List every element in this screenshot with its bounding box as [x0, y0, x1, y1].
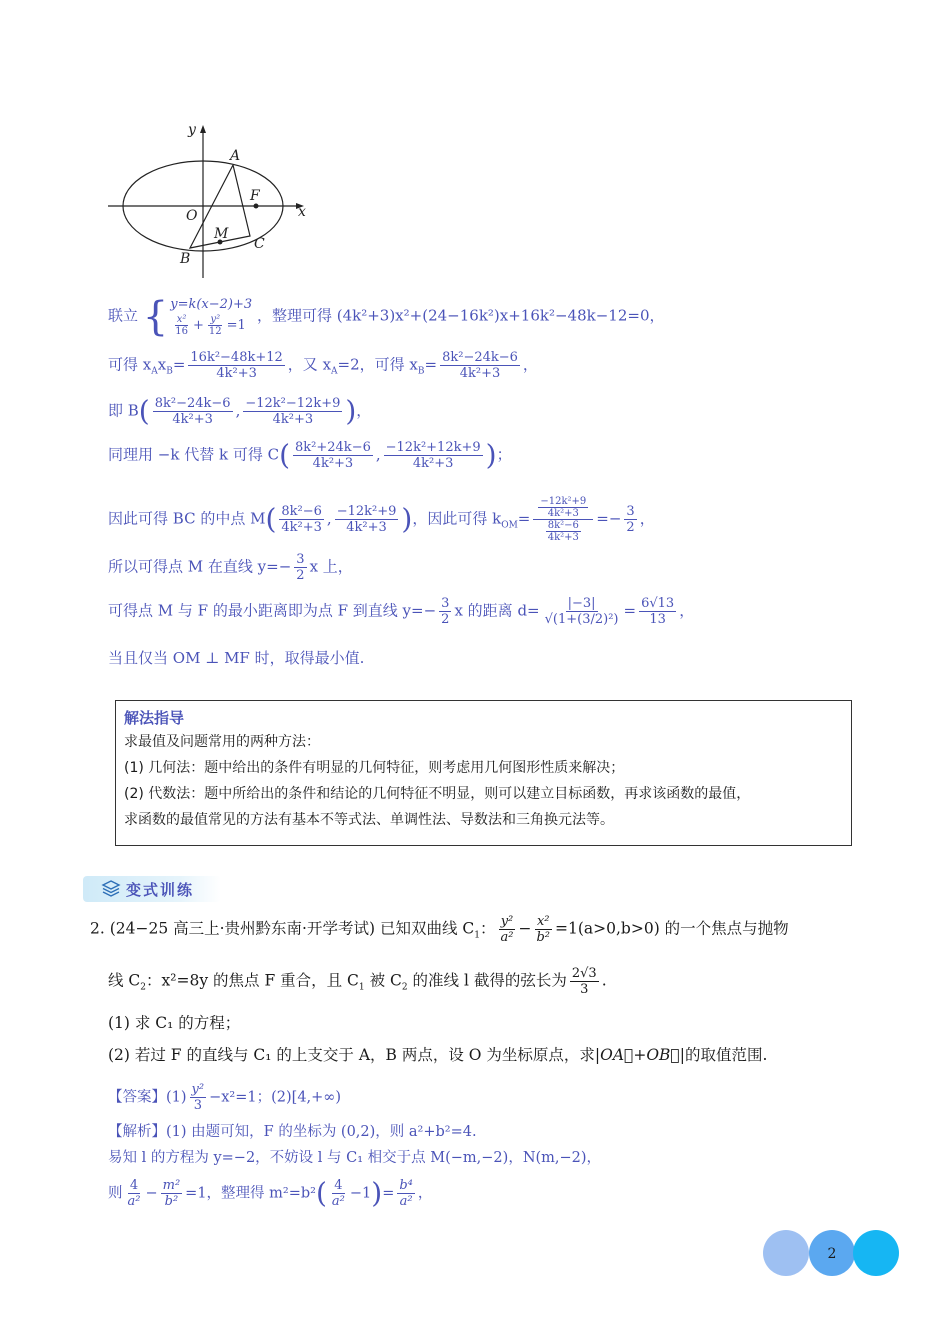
l2-prefix: 可得 x — [108, 355, 152, 374]
part2-b: 的取值范围. — [684, 1046, 768, 1064]
guide-item-3: 求函数的最值常见的方法有基本不等式法、单调性法、导数法和三角换元法等。 — [124, 812, 614, 828]
system-brace: { y=k(x−2)+3 $\frac{\text{x²}}{16}$ + $\frac{\text{y²}}{12}$ =1 — [142, 293, 253, 340]
l5-res-den: 2 — [626, 520, 635, 535]
part2-a: (2) 若过 F 的直线与 C₁ 的上支交于 A，B 两点，设 O 为坐标原点，求 — [108, 1046, 595, 1064]
analysis-label: 【解析】 — [108, 1124, 166, 1140]
l5-k-num-den: 4k²+3 — [547, 508, 579, 519]
l4-den1: 4k²+3 — [312, 456, 354, 471]
l5-mid: ，因此可得 k — [412, 509, 502, 528]
l1-eq2-a: x² — [176, 314, 187, 325]
solution-line-7: 可得点 M 与 F 的最小距离即为点 F 到直线 y=− $\frac{3}{2}$ x 的距离 d= $\frac{|-3|}{\text{√(1+(3/2)²)}}$ = $\frac{6√13}{13}$ ， — [108, 596, 695, 627]
analysis-line-3: 则 $\frac{4}{\text{a²}}$ − $\frac{\text{m²}}{\text{b²}}$ =1，整理得 m²=b²( $\frac{4}{\text{a²}}$ −1)= $\frac{\text{b⁴}}{\text{a²}}$ ， — [108, 1176, 433, 1210]
part2-vec: |OA⃗+OB⃗| — [594, 1046, 685, 1064]
solution-line-5: 因此可得 BC 的中点 M( $\frac{\text{8k²−6}}{\text{4k²+3}}$ , $\frac{\text{−12k²+9}}{\text{4k²+3}}$ )，因此可得 $k_{OM}=$ $\frac{\frac{\text{−12k²+9}}{\text{4k²+3}}}{\frac{\text{8k²−6}}{\text{4k²+3}}}$ =− $\frac{3}{2}$ ， — [108, 496, 655, 543]
solution-line-6 — [108, 552, 353, 583]
jx3-n3: 4 — [334, 1178, 343, 1193]
l5-sub: OM — [501, 520, 518, 531]
l1-eq2-b: 16 — [175, 326, 188, 337]
question-part-1: (1) 求 C₁ 的方程； — [108, 1014, 241, 1032]
analysis-line-1 — [108, 1122, 477, 1142]
question-line-2: 线 $C_2$：x²=8y 的焦点 F 重合，且 $C_1$ 被 $C_2$ 的准线 l 截得的弦长为 $\frac{2√3}{3}$ . — [108, 966, 607, 997]
solution-line-2: 可得 $x_Ax_B=$ $\frac{\text{16k²−48k+12}}{\text{4k²+3}}$ ，又 $x_A=2$，可得 $x_B=$ $\frac{\text{8k²−24k−6}}{\text{4k²+3}}$ ， — [108, 350, 538, 381]
l5-den1: 4k²+3 — [281, 520, 322, 535]
q-line2-a: 线 C — [108, 971, 141, 990]
l1-eq2-d: 12 — [208, 326, 222, 337]
l2-mid: ，又 x — [287, 355, 332, 374]
badge-right-circle — [853, 1230, 899, 1276]
jx3-d2: b² — [164, 1194, 179, 1209]
analysis-line-2: 易知 l 的方程为 y=−2，不妨设 l 与 C₁ 相交于点 M(−m,−2)，N(m,−2)， — [108, 1150, 602, 1166]
q-frac1-den: a² — [500, 930, 514, 945]
section-tag-label: 变式训练 — [126, 880, 195, 899]
answer-a1-num: y² — [191, 1082, 205, 1097]
l1-eq2-rest: =1 — [226, 318, 246, 333]
l7-res-num: 6√13 — [641, 596, 675, 611]
l1-suffix: ，整理可得 (4k²+3)x²+(24−16k²)x+16k²−48k−12=0， — [256, 306, 665, 325]
l7-prefix: 可得点 M 与 F 的最小距离即为点 F 到直线 y=− — [108, 601, 437, 620]
jx3-end: ， — [417, 1185, 433, 1202]
l4-prefix: 同理用 −k 代替 k 可得 C — [108, 445, 280, 464]
guide-item-2: (2) 代数法：题中所给出的条件和结论的几何特征不明显，则可以建立目标函数，再求该函数的最值， — [124, 786, 751, 802]
l3-prefix: 即 B — [108, 401, 139, 420]
l5-k-den-den: 4k²+3 — [547, 532, 579, 543]
l3-num1: 8k²−24k−6 — [154, 396, 231, 411]
q-frac2-num: x² — [536, 914, 550, 929]
l4-num2: −12k²+12k+9 — [385, 440, 481, 455]
label-y: y — [188, 122, 196, 138]
l6-num: 3 — [296, 552, 305, 567]
page-number-badge — [762, 1228, 902, 1278]
point-f — [254, 204, 259, 209]
l6-prefix: 所以可得点 M 在直线 y=− — [108, 557, 292, 576]
ellipse-figure — [100, 118, 330, 288]
l7-num: 3 — [441, 596, 450, 611]
l7-res-den: 13 — [649, 612, 666, 627]
l5-den2: 4k²+3 — [346, 520, 387, 535]
l2-num2: 8k²−24k−6 — [442, 350, 518, 365]
q-sub2: 2 — [140, 982, 147, 993]
l7-fnum: |−3| — [567, 596, 596, 611]
q-rest1: =1(a>0,b>0) 的一个焦点与抛物 — [555, 919, 789, 938]
jx3-d4: a² — [399, 1194, 413, 1209]
label-a: A — [230, 148, 241, 164]
page-number: 2 — [827, 1246, 837, 1262]
q-frac2-den: b² — [536, 930, 551, 945]
label-o: O — [186, 208, 198, 224]
q-after-c1: ： — [479, 919, 496, 938]
q-frac1-num: y² — [500, 914, 514, 929]
solution-line-4: 同理用 −k 代替 k 可得 C( $\frac{\text{8k²+24k−6}}{\text{4k²+3}}$ , $\frac{\text{−12k²+12k+9}}{\text{4k²+3}}$ )； — [108, 438, 512, 472]
l6-suffix: x 上， — [309, 557, 353, 576]
analysis-jx1: (1) 由题可知，F 的坐标为 (0,2)，则 a²+b²=4. — [166, 1124, 477, 1140]
l3-num2: −12k²−12k+9 — [245, 396, 341, 411]
jx3-n4: b⁴ — [399, 1178, 413, 1193]
method-guide-box — [115, 700, 852, 846]
l2-mid2: =2，可得 x — [337, 355, 418, 374]
l7-den: 2 — [441, 612, 450, 627]
l3-den2: 4k²+3 — [272, 412, 314, 427]
solution-line-1 — [108, 293, 665, 340]
answer-a1-prefix: (1) — [166, 1089, 187, 1106]
solution-line-8: 当且仅当 OM ⊥ MF 时，取得最小值. — [108, 649, 365, 667]
l5-num1: 8k²−6 — [281, 504, 322, 519]
l2-den2: 4k²+3 — [459, 366, 501, 381]
l4-num1: 8k²+24k−6 — [295, 440, 371, 455]
l2-den1: 4k²+3 — [216, 366, 257, 381]
question-part-2 — [108, 1044, 767, 1066]
q-c1-sub: 1 — [474, 930, 480, 941]
badge-left-circle — [763, 1230, 809, 1276]
guide-title: 解法指导 — [124, 709, 185, 727]
solution-line-3: 即 B( $\frac{\text{8k²−24k−6}}{\text{4k²+3}}$ , $\frac{\text{−12k²−12k+9}}{\text{4k²+3}}$ )， — [108, 394, 372, 428]
l6-den: 2 — [296, 568, 305, 583]
q-line2-den: 3 — [580, 982, 589, 997]
guide-item-1: (1) 几何法：题中给出的条件有明显的几何特征，则考虑用几何图形性质来解决； — [124, 760, 625, 776]
jx3-d1: a² — [127, 1194, 141, 1209]
q-line2-num: 2√3 — [571, 966, 597, 981]
answer-a1-den: 3 — [193, 1098, 202, 1113]
l1-prefix: 联立 — [108, 306, 139, 325]
stack-layers-icon — [101, 879, 121, 899]
y-axis-arrow-icon — [200, 125, 206, 133]
l5-res-num: 3 — [626, 504, 635, 519]
l1-eq1: y=k(x−2)+3 — [170, 297, 253, 312]
answer-line — [108, 1082, 341, 1113]
l5-num2: −12k²+9 — [336, 504, 397, 519]
section-tag-variant-training — [83, 876, 221, 902]
q-line2-end: . — [601, 971, 607, 990]
l2-num1: 16k²−48k+12 — [190, 350, 283, 365]
q-line2-c: 被 C — [364, 971, 402, 990]
jx3-mid: =1，整理得 m²=b² — [185, 1185, 316, 1202]
jx3-mid2: −1 — [349, 1185, 372, 1202]
jx3-prefix: 则 — [108, 1185, 123, 1202]
q-line2-b: ：x²=8y 的焦点 F 重合，且 C — [146, 971, 359, 990]
jx3-n2: m² — [162, 1178, 181, 1193]
jx3-d3: a² — [331, 1194, 345, 1209]
answer-a1-rest: −x²=1；(2)[4,+∞) — [209, 1089, 342, 1106]
l7-fden: √(1+(3/2)²) — [544, 612, 619, 627]
label-c: C — [254, 236, 265, 252]
q-prefix: 2. (24−25 高三上·贵州黔东南·开学考试) 已知双曲线 C — [90, 919, 475, 938]
label-m: M — [214, 226, 229, 242]
jx3-n1: 4 — [129, 1178, 139, 1193]
q-line2-d: 的准线 l 截得的弦长为 — [407, 971, 567, 990]
label-f: F — [250, 188, 260, 204]
answer-label: 【答案】 — [108, 1089, 166, 1106]
l5-k-den-num: 8k²−6 — [547, 520, 579, 531]
l5-prefix: 因此可得 BC 的中点 M — [108, 509, 266, 528]
l5-k-num-num: −12k²+9 — [540, 496, 587, 507]
l3-den1: 4k²+3 — [172, 412, 213, 427]
guide-intro: 求最值及问题常用的两种方法： — [124, 734, 320, 750]
question-line-1: 2. (24−25 高三上·贵州黔东南·开学考试) 已知双曲线 $C_1$： $\frac{\text{y²}}{\text{a²}}$ − $\frac{\text{x²}}{\text{b²}}$ =1(a>0,b>0) 的一个焦点与抛物 — [90, 914, 789, 945]
label-x: x — [298, 204, 306, 220]
l7-mid: x 的距离 d= — [454, 601, 540, 620]
l4-den2: 4k²+3 — [412, 456, 454, 471]
l1-eq2-c: y² — [210, 314, 221, 325]
label-b: B — [180, 251, 191, 267]
